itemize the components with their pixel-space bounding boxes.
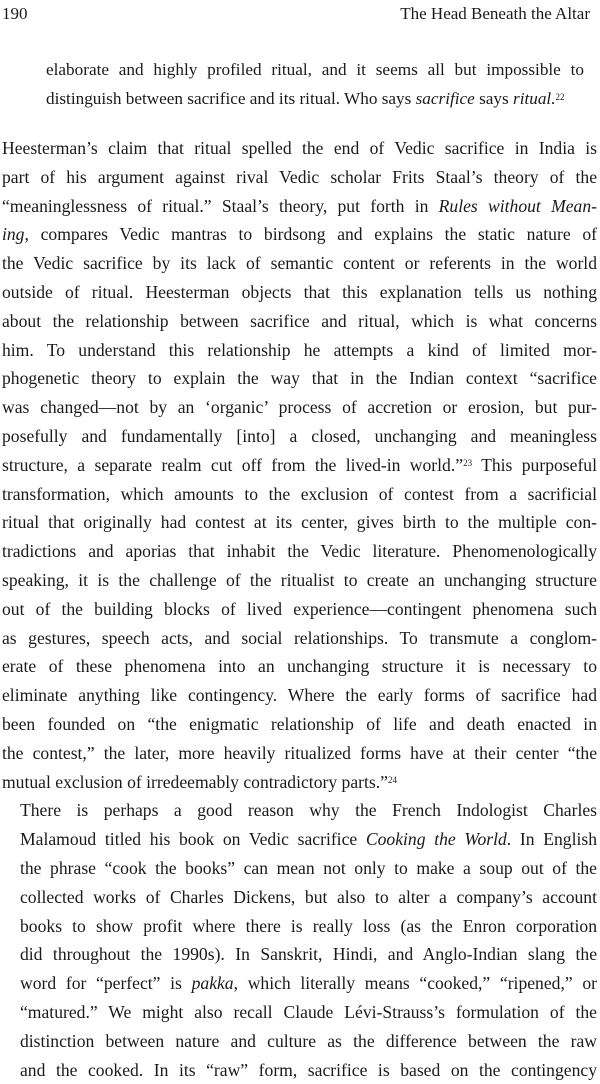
text-segment: speaking, it is the challenge of the ritualist to create an unchanging structure [2,570,597,590]
text-line [2,220,597,249]
page-number: 190 [2,4,28,24]
italic-text: pakka [192,973,234,993]
text-segment: , which literally means “cooked,” “ripened,” or [234,973,597,993]
text-line [2,998,597,1027]
paragraph [2,796,597,1084]
text-segment: about the relationship between sacrifice and ritual, which is what concerns [2,311,597,331]
text-segment: posefully and fundamentally [into] a closed, unchanging and meaningless [2,426,597,446]
text-line [2,480,597,509]
footnote-marker: 23 [463,458,472,468]
text-segment: him. To understand this relationship he attempts a kind of limited mor- [2,340,597,360]
text-line [2,595,597,624]
text-segment: says [475,89,513,108]
text-line [2,710,597,739]
text-segment: was changed—not by an ‘organic’ process of accretion or erosion, but pur- [2,397,597,417]
text-segment: distinguish between sacrifice and its ritual. Who says [46,89,416,108]
text-line [2,192,597,221]
text-line [2,163,597,192]
text-line [2,912,597,941]
text-segment: elaborate and highly profiled ritual, and it seems all but impossible to [46,60,584,79]
block-quote [46,56,584,114]
text-segment: as gestures, speech acts, and social relationships. To transmute a conglom- [2,628,597,648]
text-segment: the contest,” the later, more heavily ritualized forms have at their center “the [2,743,597,763]
text-segment: collected works of Charles Dickens, but also to alter a company’s account [20,887,597,907]
text-line [2,1056,597,1084]
italic-text: ing [2,224,24,244]
text-line [2,422,597,451]
text-line [2,307,597,336]
text-line [2,278,597,307]
text-line [2,451,597,480]
text-segment: mutual exclusion of irredeemably contradictory parts.” [2,772,388,792]
text-segment: the phrase “cook the books” can mean not only to make a soup out of the [20,858,597,878]
text-line [2,364,597,393]
text-line [2,883,597,912]
text-segment: There is perhaps a good reason why the French Indologist Charles [20,800,597,820]
text-segment: erate of these phenomena into an unchanging structure it is necessary to [2,656,597,676]
text-line [2,969,597,998]
text-segment: tradictions and aporias that inhabit the Vedic literature. Phenomenologically [2,541,597,561]
body-text [2,134,597,1084]
text-line [2,1027,597,1056]
text-line [2,768,597,797]
text-line [2,854,597,883]
footnote-marker: 24 [388,775,397,785]
text-line [46,56,584,85]
italic-text: Rules without Mean- [439,196,597,216]
text-line [2,652,597,681]
text-line [2,537,597,566]
text-line [2,134,597,163]
text-segment: out of the building blocks of lived experience—contingent phenomena such [2,599,597,619]
italic-text: sacrifice [416,89,475,108]
text-segment: “matured.” We might also recall Claude Lévi-Strauss’s formulation of the [20,1002,597,1022]
italic-text: Cooking the World [366,829,507,849]
text-line [2,336,597,365]
text-segment: transformation, which amounts to the exclusion of contest from a sacrificial [2,484,597,504]
text-segment: the Vedic sacrifice by its lack of semantic content or referents in the world [2,253,597,273]
text-segment: books to show profit where there is really loss (as the Enron corporation [20,916,597,936]
paragraph [2,134,597,796]
text-line [2,249,597,278]
text-segment: . In English [507,829,597,849]
text-line [2,508,597,537]
text-line [2,624,597,653]
text-segment: eliminate anything like contingency. Where the early forms of sacrifice had [2,685,597,705]
running-head: The Head Beneath the Altar [400,4,590,24]
text-line [2,825,597,854]
text-segment: Malamoud titled his book on Vedic sacrifice [20,829,366,849]
text-segment: phogenetic theory to explain the way that in the Indian context “sacrifice [2,368,597,388]
text-line [46,85,584,114]
text-segment: This purposeful [472,455,597,475]
text-segment: , compares Vedic mantras to birdsong and explains the static nature of [24,224,597,244]
text-segment: part of his argument against rival Vedic scholar Frits Staal’s theory of the [2,167,597,187]
text-segment: structure, a separate realm cut off from the lived-in world.” [2,455,463,475]
text-segment: been founded on “the enigmatic relationship of life and death enacted in [2,714,597,734]
text-line [2,393,597,422]
text-segment: outside of ritual. Heesterman objects that this explanation tells us nothing [2,282,597,302]
text-segment: word for “perfect” is [20,973,192,993]
text-line [2,739,597,768]
text-line [2,796,597,825]
text-line [2,566,597,595]
page-header [0,0,600,28]
text-segment: ritual that originally had contest at its center, gives birth to the multiple con- [2,512,597,532]
text-segment: did throughout the 1990s). In Sanskrit, Hindi, and Anglo-Indian slang the [20,944,597,964]
footnote-marker: 22 [556,92,565,102]
text-segment: “meaninglessness of ritual.” Staal’s theory, put forth in [2,196,439,216]
text-line [2,940,597,969]
text-segment: Heesterman’s claim that ritual spelled the end of Vedic sacrifice in India is [2,138,597,158]
text-segment: distinction between nature and culture as the difference between the raw [20,1031,597,1051]
block-quote-paragraph [46,56,584,114]
text-segment: and the cooked. In its “raw” form, sacrifice is based on the contingency [20,1060,597,1080]
italic-text: ritual. [513,89,556,108]
text-line [2,681,597,710]
